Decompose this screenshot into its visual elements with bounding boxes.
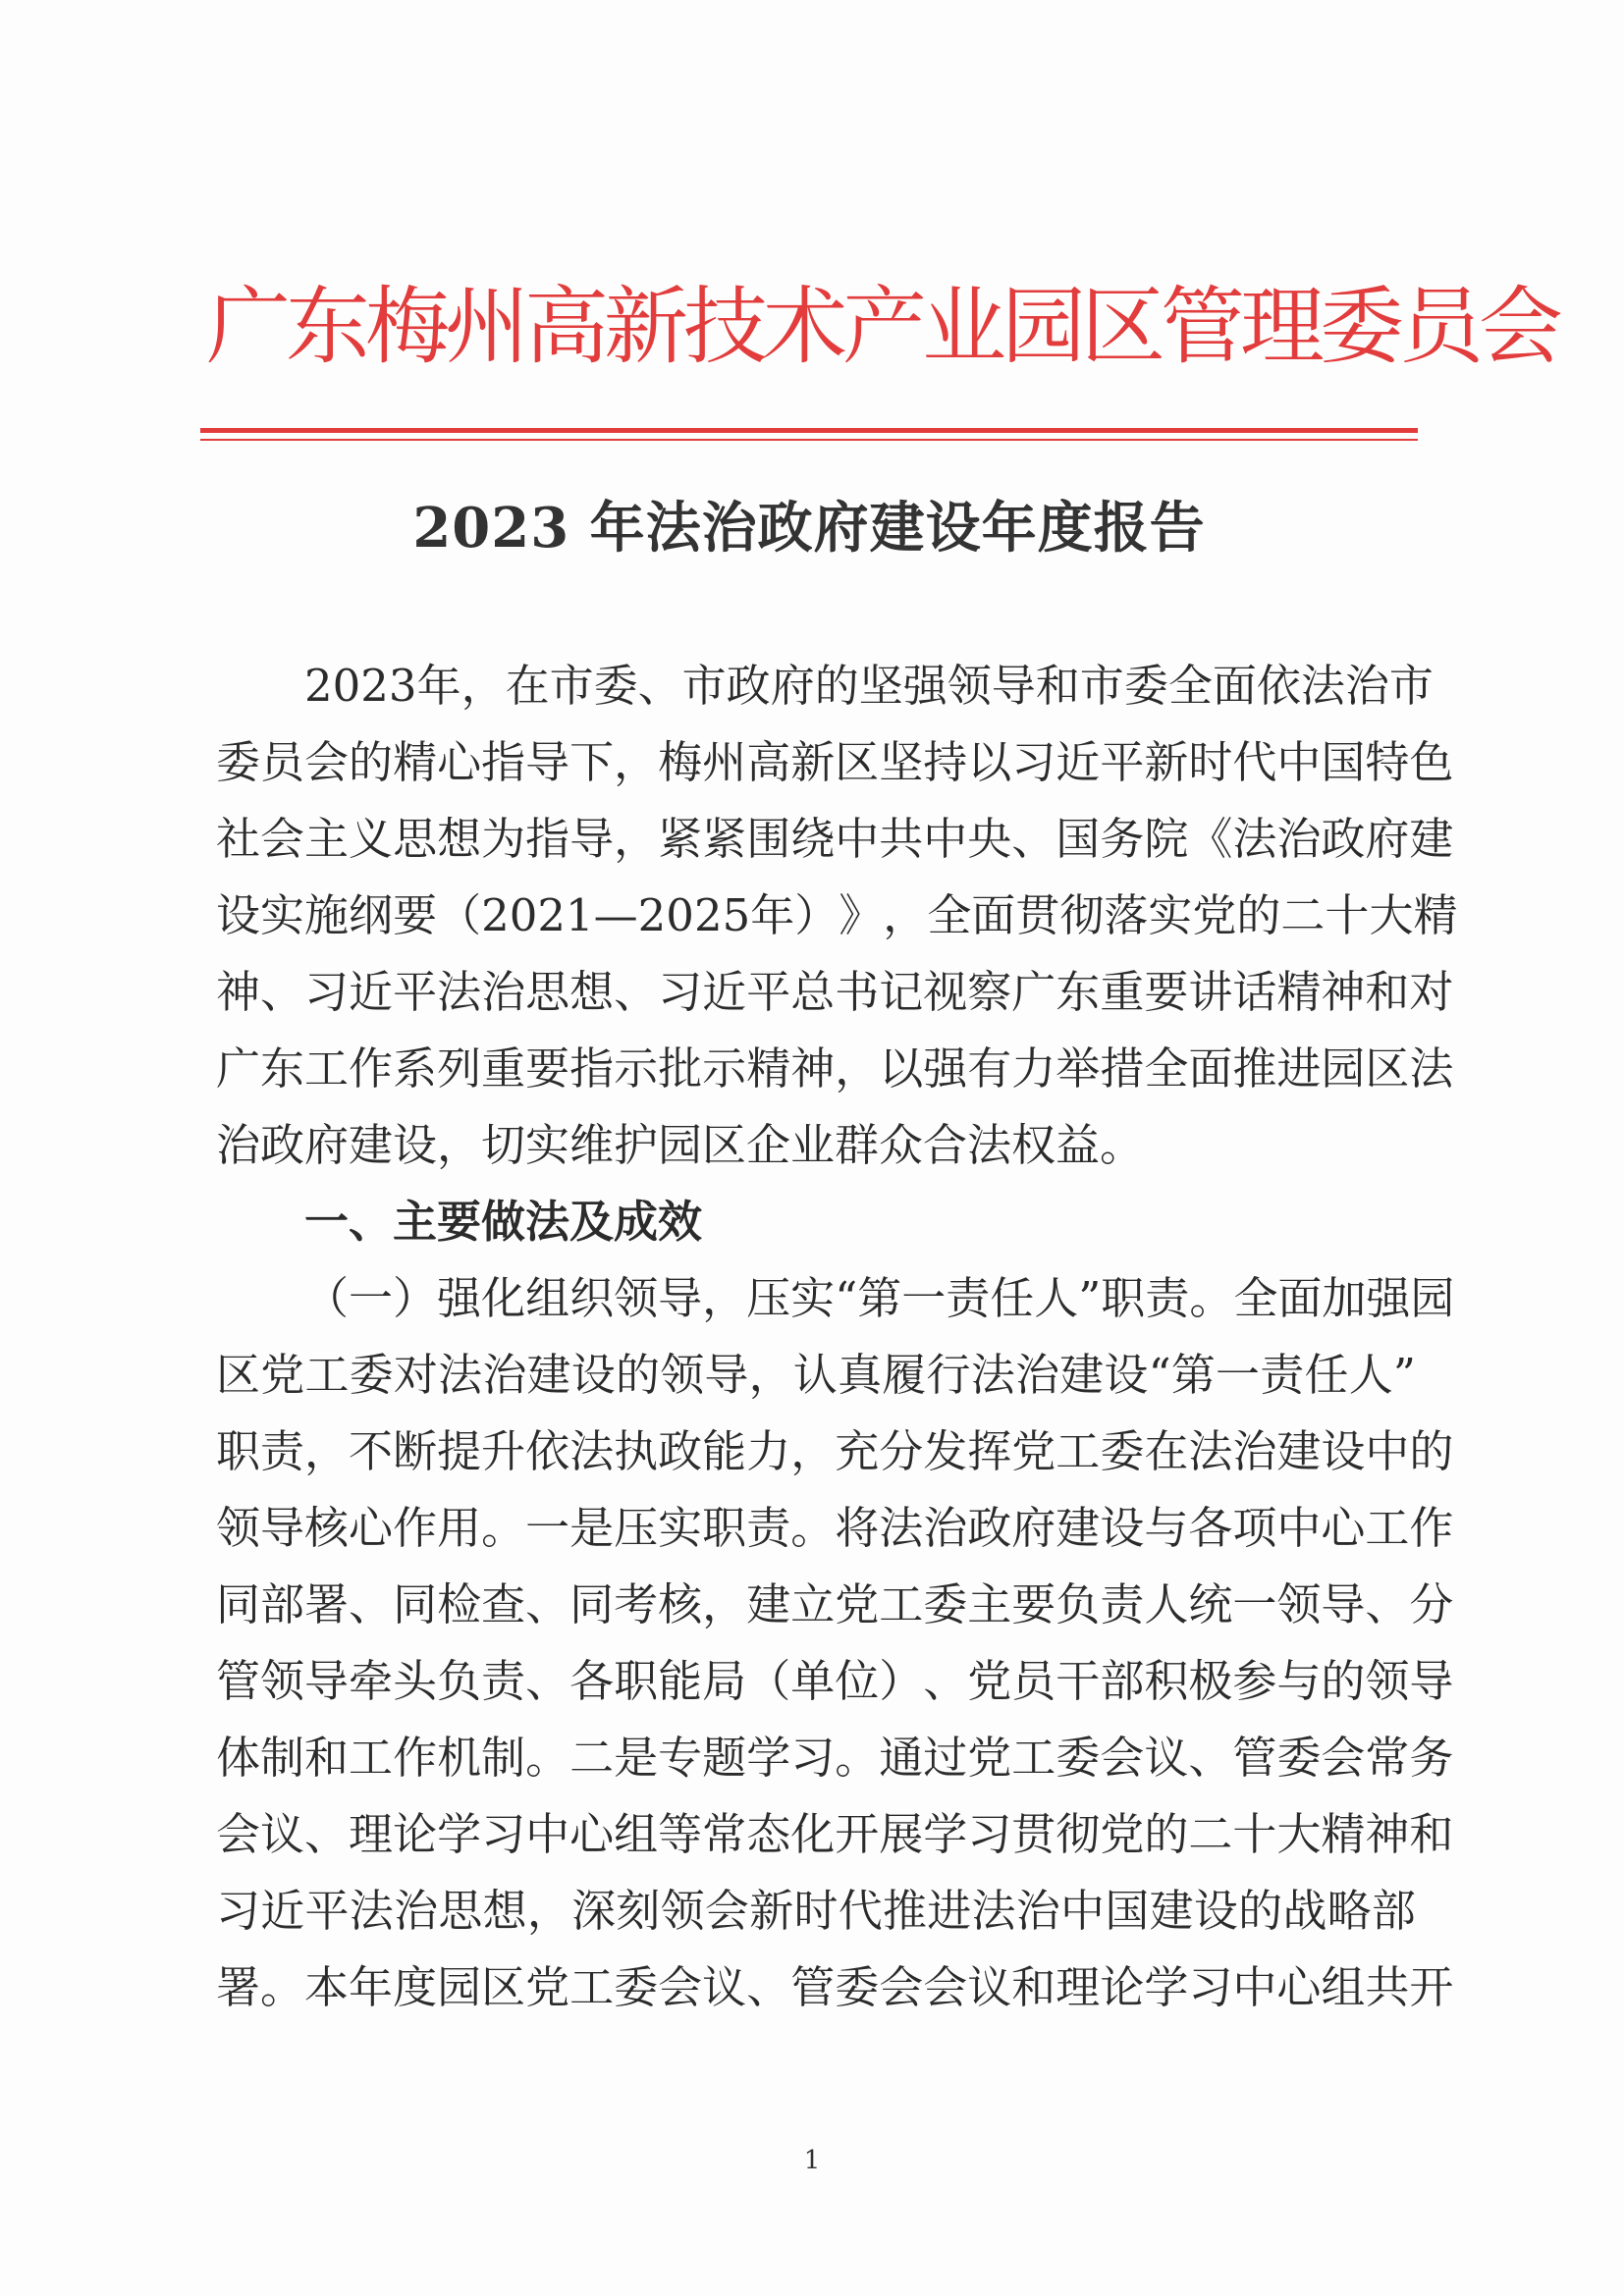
paragraph-line: 神 、 习 近 平 法 治 思 想 、 习 近 平 总 书 记 视 察 广 东 重 要 讲 话 精 神 和 对 bbox=[216, 966, 1454, 1018]
paragraph-line: 习 近 平 法 治 思 想 ， 深 刻 领 会 新 时 代 推 进 法 治 中 国 建 设 的 战 略 部 bbox=[216, 1885, 1416, 1937]
paragraph-line: 治政府建设，切实维护园区企业群众合法权益。 bbox=[216, 1119, 1145, 1171]
paragraph-line: 署 。 本 年 度 园 区 党 工 委 会 议 、 管 委 会 会 议 和 理 论 学 习 中 心 组 共 开 bbox=[216, 1961, 1454, 2013]
paragraph-line: 社 会 主 义 思 想 为 指 导 ， 紧 紧 围 绕 中 共 中 央 、 国 务 院 《 法 治 政 府 建 bbox=[216, 813, 1454, 865]
letterhead-org-name: 广东梅州高新技术产业园区管理委员会 bbox=[206, 278, 1558, 376]
page-number: 1 bbox=[803, 2146, 821, 2175]
paragraph-line: 设 实 施 纲 要 （ 2 0 2 1 — 2 0 2 5 年 ） 》 ， 全 面 贯 彻 落 实 党 的 二 十 大 精 bbox=[216, 889, 1458, 941]
paragraph-line: 委 员 会 的 精 心 指 导 下 ， 梅 州 高 新 区 坚 持 以 习 近 平 新 时 代 中 国 特 色 bbox=[216, 736, 1454, 788]
section-heading: 一、主要做法及成效 bbox=[304, 1196, 703, 1248]
paragraph-line: 区 党 工 委 对 法 治 建 设 的 领 导 ， 认 真 履 行 法 治 建 设 “ 第 一 责 任 人 ” bbox=[216, 1349, 1416, 1401]
paragraph-line: 会 议 、 理 论 学 习 中 心 组 等 常 态 化 开 展 学 习 贯 彻 党 的 二 十 大 精 神 和 bbox=[216, 1808, 1454, 1860]
paragraph-line: （ 一 ） 强 化 组 织 领 导 ， 压 实 “ 第 一 责 任 人 ” 职 责 。 全 面 加 强 园 bbox=[304, 1272, 1455, 1324]
letterhead-rule-thick bbox=[200, 428, 1418, 433]
paragraph-line: 2 0 2 3 年 ， 在 市 委 、 市 政 府 的 坚 强 领 导 和 市 委 全 面 依 法 治 市 bbox=[304, 660, 1434, 712]
paragraph-line: 职 责 ， 不 断 提 升 依 法 执 政 能 力 ， 充 分 发 挥 党 工 委 在 法 治 建 设 中 的 bbox=[216, 1425, 1454, 1477]
paragraph-line: 广 东 工 作 系 列 重 要 指 示 批 示 精 神 ， 以 强 有 力 举 措 全 面 推 进 园 区 法 bbox=[216, 1042, 1454, 1095]
paragraph-line: 同 部 署 、 同 检 查 、 同 考 核 ， 建 立 党 工 委 主 要 负 责 人 统 一 领 导 、 分 bbox=[216, 1578, 1454, 1630]
document-body bbox=[216, 648, 1458, 2026]
paragraph-line: 领 导 核 心 作 用 。 一 是 压 实 职 责 。 将 法 治 政 府 建 设 与 各 项 中 心 工 作 bbox=[216, 1502, 1454, 1554]
paragraph-line: 管 领 导 牵 头 负 责 、 各 职 能 局 （ 单 位 ） 、 党 员 干 部 积 极 参 与 的 领 导 bbox=[216, 1655, 1454, 1707]
paragraph-line: 体 制 和 工 作 机 制 。 二 是 专 题 学 习 。 通 过 党 工 委 会 议 、 管 委 会 常 务 bbox=[216, 1732, 1454, 1784]
document-title: 2023 年法治政府建设年度报告 bbox=[412, 496, 1206, 561]
letterhead-rule-thin bbox=[200, 439, 1418, 441]
